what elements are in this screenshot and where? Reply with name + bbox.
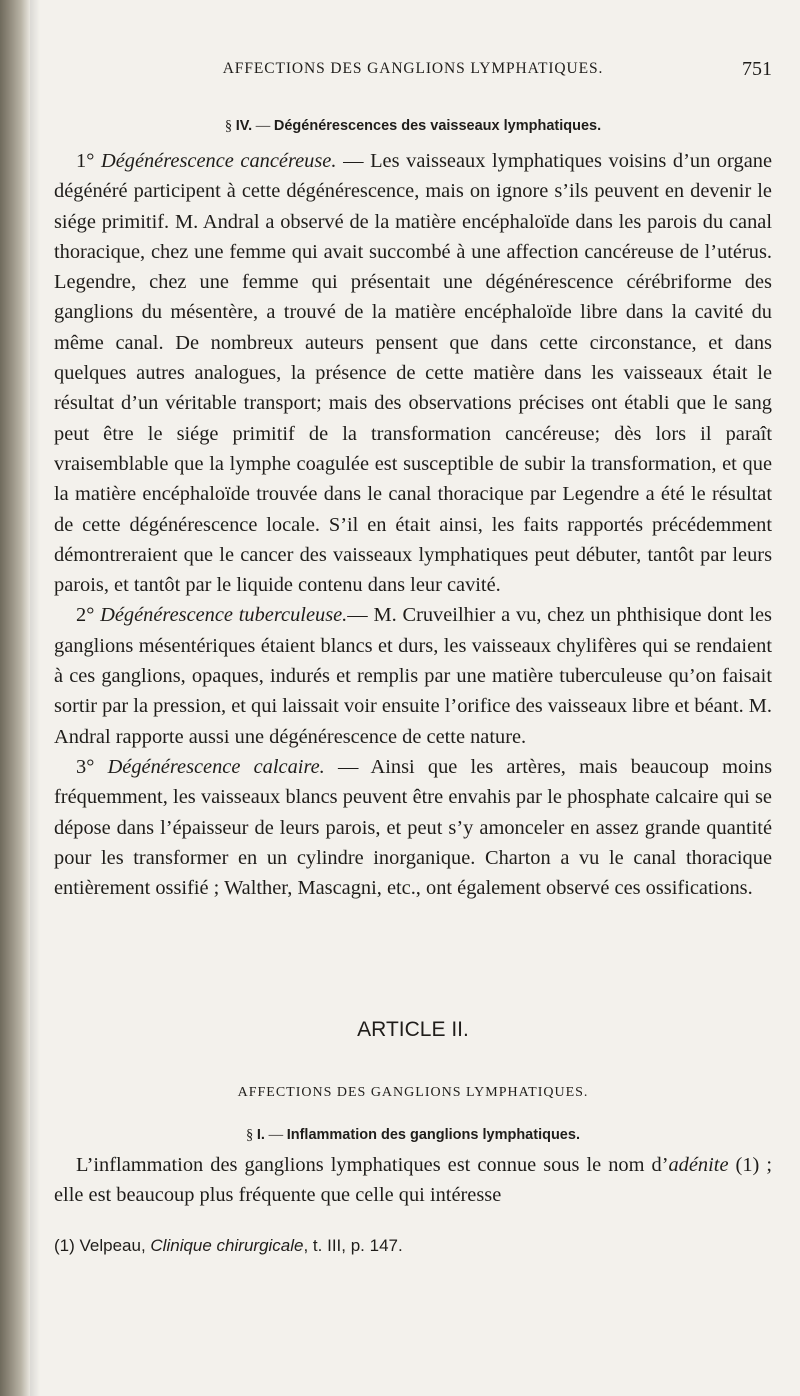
section-title: Inflammation des ganglions lymphatiques.: [286, 1127, 580, 1143]
paragraph-adenitis: [54, 1150, 772, 1211]
paragraph-heading: Dégénérescence calcaire.: [107, 755, 325, 778]
section-number: IV.: [235, 118, 253, 134]
paragraph-text-start: L’inflammation des ganglions lymphatiques est connue sous le nom d’: [76, 1154, 669, 1176]
paragraph-heading: Dégénérescence tuberculeuse.: [100, 604, 348, 627]
paragraph-number: 3°: [76, 755, 108, 778]
article-heading: ARTICLE II.: [357, 1018, 469, 1041]
running-head: [54, 58, 772, 82]
section-dash: —: [268, 1127, 284, 1143]
paragraph-cancerous: [54, 146, 772, 600]
article-subheading: AFFECTIONS DES GANGLIONS LYMPHATIQUES.: [237, 1085, 589, 1100]
binding-shadow: [30, 0, 40, 1396]
section-symbol: §: [224, 118, 233, 134]
section-heading-iv: [54, 118, 772, 135]
body-text-section-i: [54, 1150, 772, 1211]
paragraph-text: — M. Cruveilhier a vu, chez un phthisique dont les ganglions mésentériques étaient blancs et durs, les vaisseaux chylifères qui se rendaient à ces ganglions, opaques, indurés et remplis par une matière tuberculeuse qu’on faisait sortir par la pression, et qui laissait voir ensuite l’orifice des vaisseaux libre et béant. M. Andral rapporte aussi une dégénérescence de cette nature.: [54, 604, 773, 748]
paragraph-text: — Ainsi que les artères, mais beaucoup moins fréquemment, les vaisseaux blancs peuvent être envahis par le phosphate calcaire qui se dépose dans l’épaisseur de leurs parois, et peut s’y amonceler en assez grande quantité pour les transformer en un cylindre inorganique. Charton a vu le canal thoracique entièrement ossifié ; Walther, Mascagni, etc., ont également observé ces ossifications.: [54, 755, 773, 900]
paragraph-calcareous: [54, 752, 772, 903]
section-number: I.: [256, 1127, 265, 1143]
book-binding-edge: [0, 0, 30, 1396]
section-dash: —: [255, 118, 271, 134]
running-title: AFFECTIONS DES GANGLIONS LYMPHATIQUES.: [222, 60, 604, 77]
footnote-marker: (1): [54, 1236, 75, 1255]
footnote-citation: , t. III, p. 147.: [303, 1236, 403, 1255]
section-symbol: §: [246, 1127, 254, 1143]
paragraph-tuberculous: [54, 600, 772, 751]
section-title: Dégénérescences des vaisseaux lymphatiques.: [273, 118, 602, 134]
paragraph-number: 1°: [76, 150, 101, 172]
paragraph-text: — Les vaisseaux lymphatiques voisins d’un organe dégénéré participent à cette dégénérescence, mais on ignore s’ils peuvent en devenir le siége primitif. M. Andral a observé de la matière encéphaloïde dans les parois du canal thoracique, chez une femme qui avait succombé à une affection cancéreuse de l’utérus. Legendre, chez une femme qui présentait une dégénérescence cérébriforme des ganglions du mésentère, a trouvé de la matière encéphaloïde libre dans la cavité du même canal. De nombreux auteurs pensent que dans cette circonstance, et dans quelques autres analogues, la présence de cette matière dans les vaisseaux était le résultat d’un véritable transport; mais des observations précises ont établi que le sang peut être le siége primitif de la transformation cancéreuse; dès lors il paraît vraisemblable que la lymphe coagulée est susceptible de subir la transformation, et que la matière encéphaloïde trouvée dans le canal thoracique par Legendre a été le résultat de cette dégénérescence locale. S’il en était ainsi, les faits rapportés précédemment démontreraient que le cancer des vaisseaux lymphatiques peut débuter, tantôt par leurs parois, et tantôt par le liquide contenu dans leur cavité.: [54, 150, 772, 597]
footnote-reference: (1): [728, 1154, 760, 1176]
section-heading-i: [54, 1127, 772, 1144]
footnote-author: Velpeau,: [74, 1236, 151, 1255]
footnote: [54, 1236, 772, 1256]
paragraph-number: 2°: [76, 604, 101, 627]
footnote-work-title: Clinique chirurgicale: [150, 1236, 304, 1255]
book-page: [54, 0, 772, 1396]
term-adenite: adénite: [668, 1154, 729, 1176]
paragraph-heading: Dégénérescence cancéreuse.: [100, 150, 337, 172]
paragraph-text-end: ; elle est beaucoup plus fréquente que celle qui intéresse: [54, 1154, 772, 1207]
body-text-section-iv: [54, 146, 772, 903]
page-number: 751: [742, 58, 772, 80]
